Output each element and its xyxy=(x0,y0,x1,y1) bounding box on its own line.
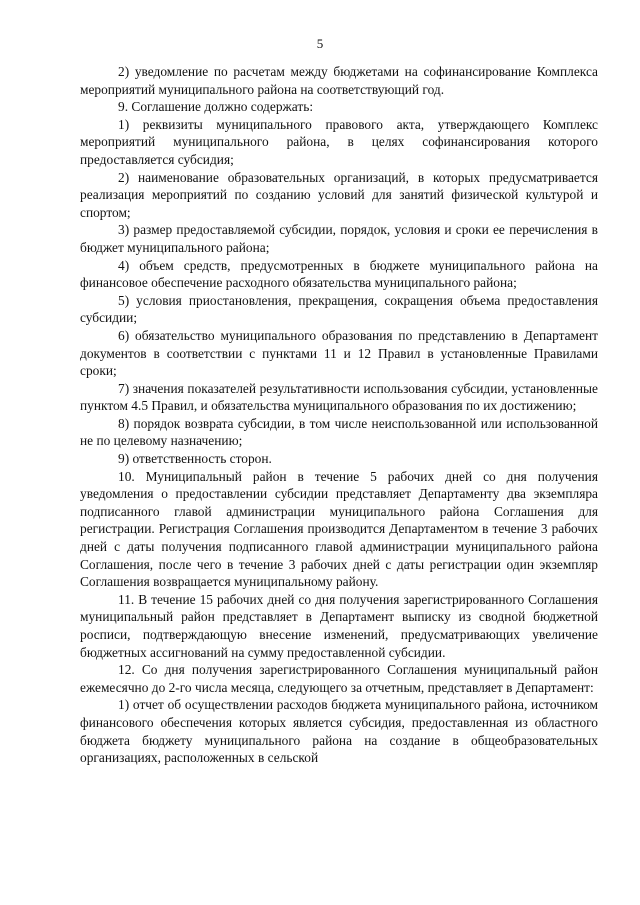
paragraph-2-notification: 2) уведомление по расчетам между бюджетами на софинансирование Комплекса мероприятий муниципального района на соответствующий год. xyxy=(80,64,598,97)
paragraph-9-agreement-contents: 9. Соглашение должно содержать: xyxy=(118,99,314,115)
paragraph-12-monthly-reporting: 12. Со дня получения зарегистрированного Соглашения муниципальный район ежемесячно до 2-го числа месяца, следующего за отчетным, представляет в Департамент: xyxy=(80,662,598,695)
page-number: 5 xyxy=(316,36,324,51)
list-item-1-expense-report: 1) отчет об осуществлении расходов бюджета муниципального района, источником финансового обеспечения которых является субсидия, предоставленная из областного бюджета бюджету муниципального района на создание в общеобразовательных организациях, расположенных в сельской xyxy=(80,697,598,766)
paragraph-10-registration: 10. Муниципальный район в течение 5 рабочих дней со дня получения уведомления о предоставлении субсидии представляет Департаменту два экземпляра подписанного главой администрации муниципального района Соглашения для регистрации. Регистрация Соглашения производится Департаментом в течение 3 рабочих дней с даты получения подписанного главой администрации муниципального района Соглашения, после чего в течение 3 рабочих дней с даты регистрации один экземпляр Соглашения возвращается муниципальному району. xyxy=(80,468,598,590)
list-item-7-indicators: 7) значения показателей результативности использования субсидии, установленные пунктом 4.5 Правил, и обязательства муниципального образования по их достижению; xyxy=(80,380,598,414)
list-item-8-refund-procedure: 8) порядок возврата субсидии, в том числе неиспользованной или использованной не по целевому назначению; xyxy=(80,415,598,449)
list-item-6-obligation: 6) обязательство муниципального образования по представлению в Департамент документов в соответствии с пунктами 11 и 12 Правил в установленные Правилами сроки; xyxy=(80,327,598,379)
list-item-4-funds-volume: 4) объем средств, предусмотренных в бюджете муниципального района на финансовое обеспечение расходного обязательства муниципального района; xyxy=(80,257,598,291)
list-item-1-requisites: 1) реквизиты муниципального правового акта, утверждающего Комплекс мероприятий муниципального района, в целях софинансирования которого предоставляется субсидия; xyxy=(80,116,598,167)
document-body xyxy=(80,63,598,767)
paragraph-11-budget-extract: 11. В течение 15 рабочих дней со дня получения зарегистрированного Соглашения муниципальный район представляет в Департамент выписку из сводной бюджетной росписи, подтверждающую внесение изменений, предусматривающих увеличение бюджетных ассигнований на сумму предоставленной субсидии. xyxy=(80,591,598,660)
list-item-3-subsidy-size: 3) размер предоставляемой субсидии, порядок, условия и сроки ее перечисления в бюджет муниципального района; xyxy=(80,222,598,255)
list-item-9-responsibility: 9) ответственность сторон. xyxy=(118,451,272,467)
list-item-2-organizations: 2) наименование образовательных организаций, в которых предусматривается реализация мероприятий по созданию условий для занятий физической культурой и спортом; xyxy=(80,169,598,220)
list-item-5-suspension-conditions: 5) условия приостановления, прекращения, сокращения объема предоставления субсидии; xyxy=(80,292,598,326)
